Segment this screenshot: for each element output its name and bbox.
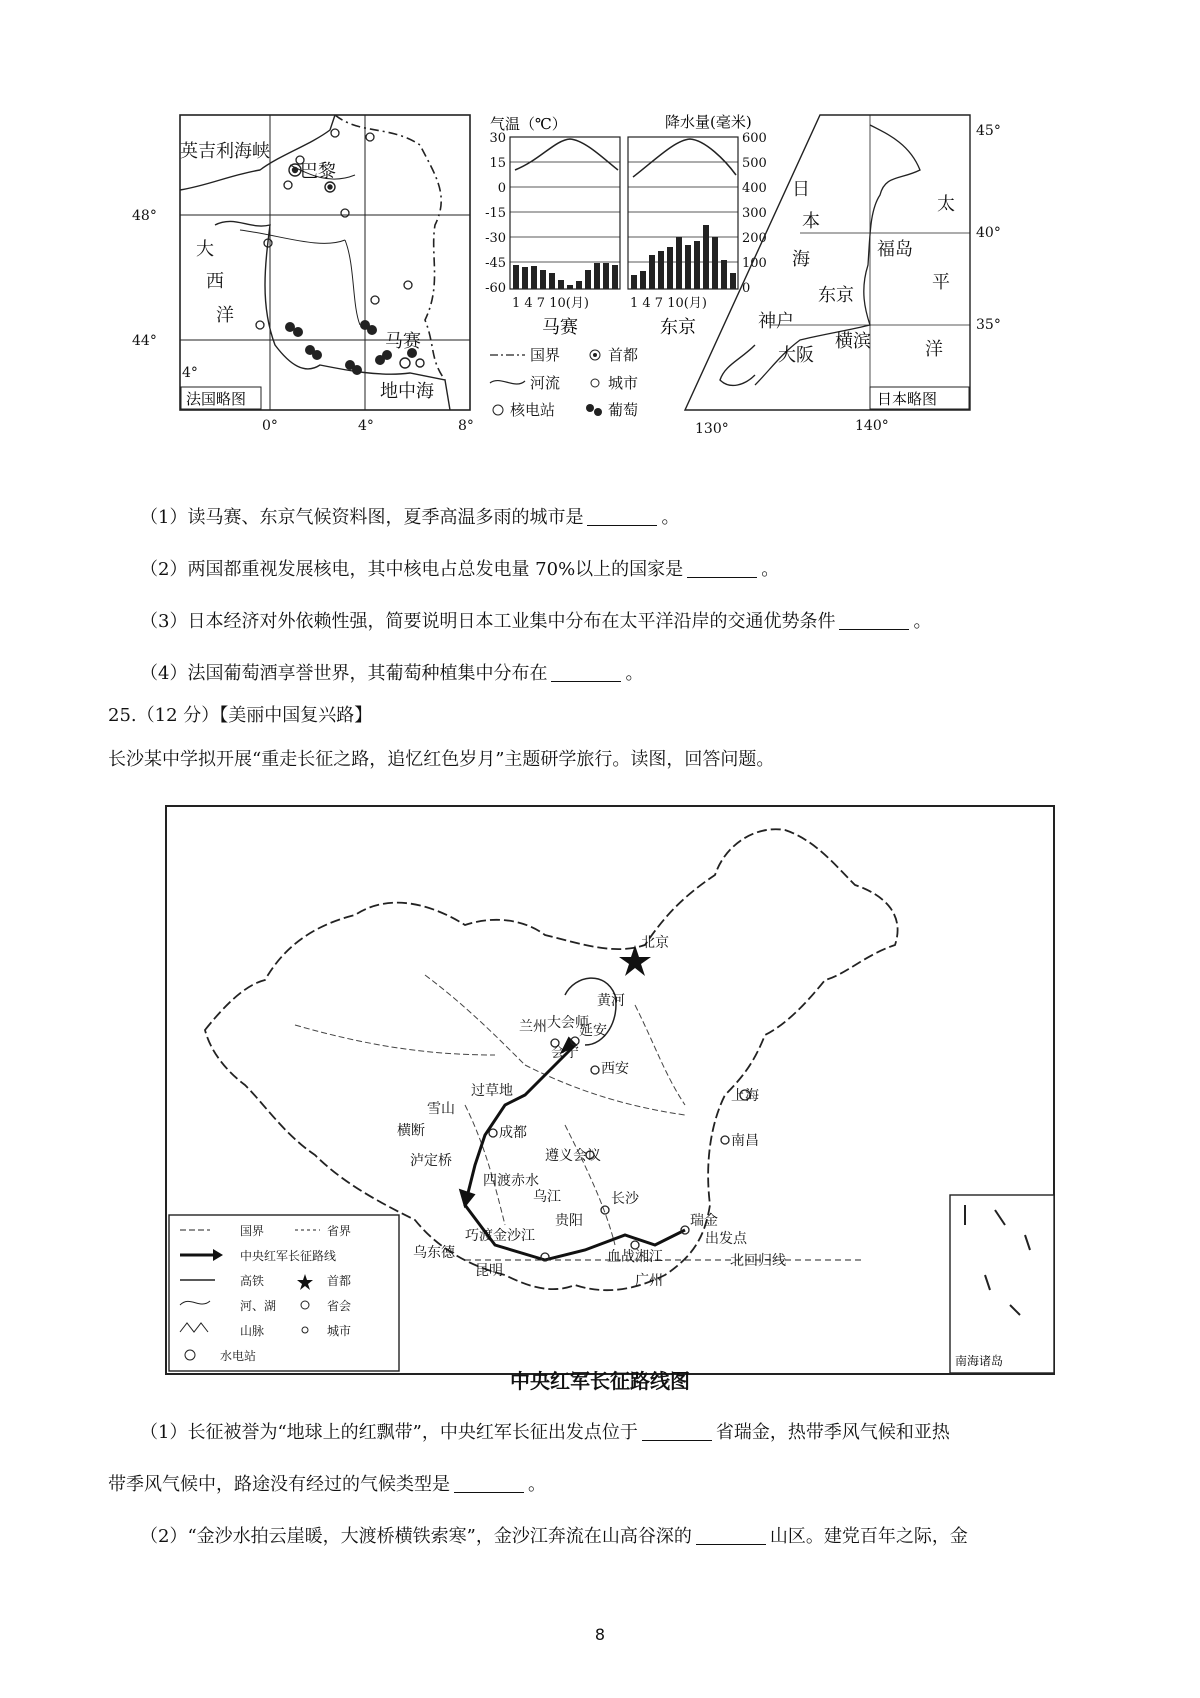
answer-blank[interactable]: [696, 1526, 766, 1545]
legend-border-label: 国界: [530, 346, 561, 364]
fukushima-label: 福岛: [877, 239, 913, 260]
top-legend: [490, 346, 638, 419]
lon-4-label: 4°: [358, 418, 374, 434]
atlantic-label-2: 西: [206, 271, 224, 292]
question-25-2: [140, 1524, 968, 1550]
zunyi-label: 遵义会议: [545, 1148, 601, 1164]
legend-capital-label: 首都: [608, 346, 639, 364]
answer-blank[interactable]: [839, 611, 909, 630]
marseille-chart-label: 马赛: [542, 317, 578, 338]
lon-0-label: 0°: [262, 418, 278, 434]
xiangjiang-label: 血战湘江: [607, 1249, 663, 1265]
yokohama-label: 横滨: [835, 331, 871, 352]
japan-map: [685, 115, 970, 410]
legend-city-label: 城市: [608, 374, 639, 392]
lat-40-label: 40°: [976, 225, 1001, 241]
temp-tick-m15: -15: [485, 206, 506, 221]
china-map-legend: [169, 1215, 399, 1371]
shanghai-label: 上海: [731, 1088, 759, 1104]
beijing-label: 北京: [641, 935, 669, 951]
climate-charts: [485, 113, 767, 338]
yellow-river-label: 黄河: [597, 993, 625, 1009]
chengdu-label: 成都: [499, 1125, 527, 1141]
precip-tick-600: 600: [742, 131, 767, 146]
marseille-label: 马赛: [385, 331, 421, 352]
legend-hydro: 水电站: [220, 1349, 257, 1363]
atlantic-label-1: 大: [196, 239, 214, 260]
legend-province-border: 省界: [327, 1224, 352, 1238]
legend-capital: 首都: [327, 1274, 352, 1288]
china-long-march-map: [165, 790, 1055, 1390]
legend-grape-label: 葡萄: [608, 401, 639, 419]
pacific-label-3: 洋: [925, 339, 943, 360]
atlantic-label-3: 洋: [216, 305, 234, 326]
wujiang-label: 乌江: [533, 1189, 561, 1205]
answer-blank[interactable]: [454, 1474, 524, 1493]
question-24-2-text: （2）两国都重视发展核电，其中核电占总发电量 70%以上的国家是: [140, 559, 684, 580]
legend-river-lake: 河、湖: [240, 1299, 277, 1313]
temp-axis-title: 气温（℃）: [490, 115, 567, 133]
question-end-mark: 。: [528, 1474, 546, 1495]
temp-tick-15: 15: [489, 156, 506, 171]
legend-mountain: 山脉: [240, 1324, 265, 1338]
question-end-mark: 。: [761, 559, 780, 580]
start-point-label: 出发点: [705, 1231, 747, 1247]
lon-130-label: 130°: [695, 421, 729, 437]
temp-tick-m60: -60: [485, 281, 506, 296]
legend-province-capital: 省会: [327, 1299, 352, 1313]
legend-city: 城市: [327, 1324, 352, 1338]
answer-blank[interactable]: [587, 507, 657, 526]
france-map-title: 法国略图: [186, 390, 247, 408]
paris-label: 巴黎: [300, 161, 336, 182]
grassland-label: 过草地: [471, 1083, 513, 1099]
marseille-month-ticks: 1 4 7 10(月): [512, 296, 589, 311]
question-end-mark: 。: [913, 611, 932, 632]
lat-48-label: 48°: [132, 208, 157, 224]
tokyo-month-ticks: 1 4 7 10(月): [630, 296, 707, 311]
sea-of-japan-label-2: 本: [802, 211, 820, 232]
temp-tick-30: 30: [489, 131, 506, 146]
temp-tick-0: 0: [497, 181, 506, 196]
precip-tick-0: 0: [742, 281, 751, 296]
hengduan-label: 横断: [397, 1123, 425, 1139]
china-map-caption: 中央红军长征路线图: [510, 1369, 690, 1393]
question-24-4-text: （4）法国葡萄酒享誉世界，其葡萄种植集中分布在: [140, 663, 548, 684]
lat-45-label: 45°: [976, 123, 1001, 139]
south-china-sea-islands-label: 南海诸岛: [955, 1354, 1004, 1368]
ruijin-label: 瑞金: [690, 1213, 718, 1229]
marseille-precip-bars: [513, 263, 618, 289]
tokyo-precip-bars: [631, 225, 736, 289]
question-end-mark: 。: [625, 663, 644, 684]
legend-route: 中央红军长征路线: [240, 1249, 337, 1263]
tokyo-chart-label: 东京: [660, 317, 696, 338]
guangzhou-label: 广州: [635, 1273, 663, 1289]
pacific-label-1: 太: [937, 194, 955, 215]
wudongde-label: 乌东德: [413, 1245, 455, 1261]
question-25-1-text-c: 带季风气候中，路途没有经过的气候类型是: [108, 1474, 450, 1495]
answer-blank[interactable]: [551, 663, 621, 682]
lon-140-label: 140°: [855, 418, 889, 434]
precip-tick-500: 500: [742, 156, 767, 171]
question-25-2-text-a: （2）“金沙水拍云崖暖，大渡桥横铁索寒”，金沙江奔流在山高谷深的: [140, 1526, 692, 1547]
huining-label: 会宁: [551, 1045, 579, 1061]
question-25-header: 25.（12 分）【美丽中国复兴路】: [108, 705, 373, 726]
precip-tick-200: 200: [742, 231, 767, 246]
precip-tick-100: 100: [742, 256, 767, 271]
sea-of-japan-label-1: 日: [792, 179, 810, 200]
question-25-intro: 长沙某中学拟开展“重走长征之路，追忆红色岁月”主题研学旅行。读图，回答问题。: [108, 749, 775, 770]
top-figure: [132, 113, 1040, 470]
yanan-label: 延安: [579, 1023, 607, 1039]
question-24-3-text: （3）日本经济对外依赖性强，简要说明日本工业集中分布在太平洋沿岸的交通优势条件: [140, 611, 836, 632]
question-25-1-line-1: [140, 1420, 950, 1446]
question-end-mark: 。: [661, 507, 680, 528]
precip-tick-300: 300: [742, 206, 767, 221]
question-25-1-line-2: [108, 1472, 546, 1498]
tropic-label: 北回归线: [730, 1253, 786, 1269]
legend-river-label: 河流: [530, 374, 561, 392]
nanchang-label: 南昌: [731, 1133, 759, 1149]
lat-35-label: 35°: [976, 317, 1001, 333]
temp-tick-m30: -30: [485, 231, 506, 246]
lon-8-label: 8°: [458, 418, 474, 434]
lon-4w-label: 4°: [182, 365, 198, 381]
france-nuclear-icons: [256, 129, 412, 329]
kunming-label: 昆明: [475, 1263, 503, 1279]
luding-bridge-label: 泸定桥: [410, 1153, 452, 1169]
english-channel-label: 英吉利海峡: [180, 141, 270, 162]
snow-mountain-label: 雪山: [427, 1101, 455, 1117]
pacific-label-2: 平: [932, 272, 950, 293]
jinsha-label: 巧渡金沙江: [465, 1228, 535, 1244]
answer-blank[interactable]: [642, 1422, 712, 1441]
guiyang-label: 贵阳: [555, 1213, 583, 1229]
legend-china-border: 国界: [240, 1224, 265, 1238]
xian-label: 西安: [601, 1061, 629, 1077]
question-25-2-text-b: 山区。建党百年之际，金: [769, 1526, 968, 1547]
sea-of-japan-label-3: 海: [792, 249, 810, 270]
lanzhou-label: 兰州: [519, 1019, 547, 1035]
legend-rail: 高铁: [240, 1274, 265, 1288]
mediterranean-label: 地中海: [380, 381, 434, 402]
japan-map-title: 日本略图: [877, 390, 938, 408]
precip-axis-title: 降水量(毫米): [665, 113, 752, 131]
osaka-label: 大阪: [778, 345, 814, 366]
tokyo-map-label: 东京: [818, 285, 854, 306]
south-china-sea-inset: [950, 1195, 1054, 1373]
question-24-3: [140, 609, 931, 635]
question-25-1-text-b: 省瑞金，热带季风气候和亚热: [715, 1422, 950, 1443]
page-number: 8: [594, 1625, 606, 1644]
legend-nuclear-label: 核电站: [510, 401, 556, 419]
temp-tick-m45: -45: [485, 256, 506, 271]
question-24-1-text: （1）读马赛、东京气候资料图，夏季高温多雨的城市是: [140, 507, 584, 528]
question-24-1: [140, 505, 679, 531]
question-24-4: [140, 661, 643, 687]
precip-tick-400: 400: [742, 181, 767, 196]
lat-44-label: 44°: [132, 333, 157, 349]
chishui-label: 四渡赤水: [483, 1173, 539, 1189]
question-25-1-text-a: （1）长征被誉为“地球上的红飘带”，中央红军长征出发点位于: [140, 1422, 638, 1443]
question-24-2: [140, 557, 779, 583]
great-reunion-label: 大会师: [547, 1015, 589, 1031]
changsha-label: 长沙: [611, 1191, 639, 1207]
kobe-label: 神户: [758, 311, 794, 332]
answer-blank[interactable]: [687, 559, 757, 578]
